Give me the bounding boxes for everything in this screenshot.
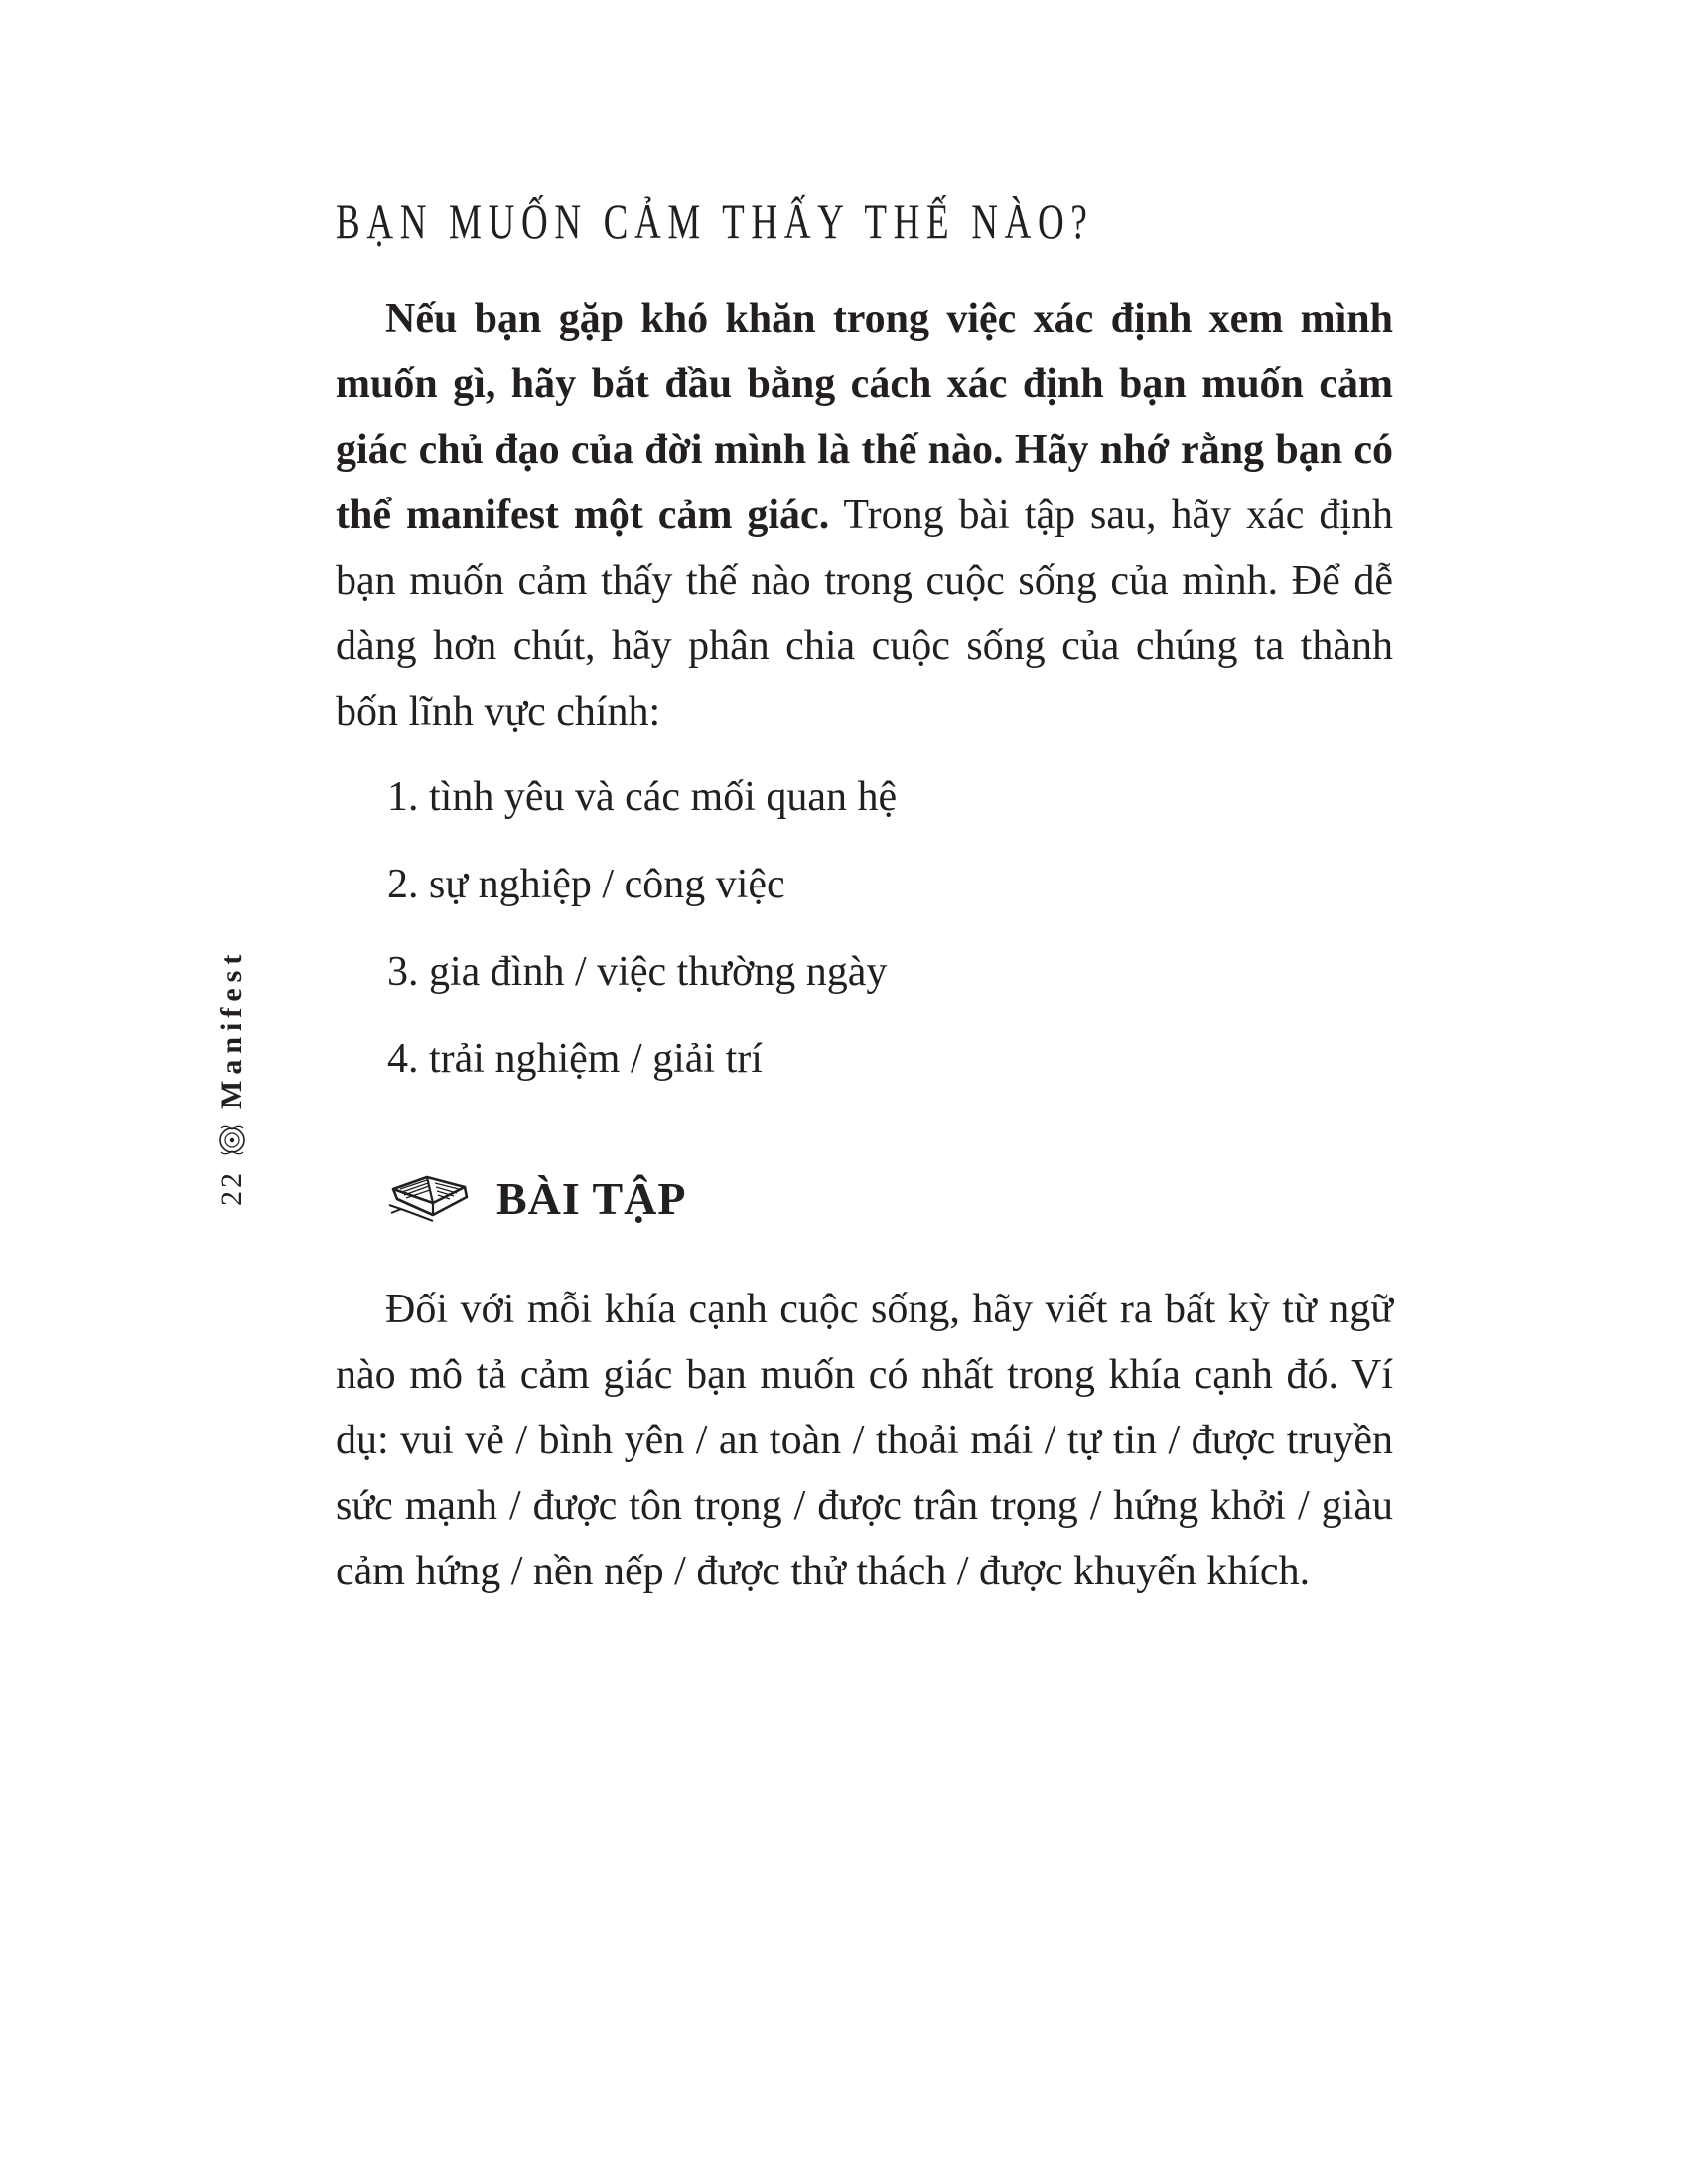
- exercise-title: BÀI TẬP: [496, 1172, 687, 1224]
- page-number: 22: [215, 1170, 248, 1206]
- open-book-icon: [387, 1165, 471, 1231]
- list-item: 3. gia đình / việc thường ngày: [387, 949, 888, 995]
- life-areas-list: [387, 764, 897, 1114]
- list-item: 2. sự nghiệp / công việc: [387, 862, 785, 907]
- intro-emphasis: Nếu bạn gặp khó khăn trong việc xác định xem mình muốn gì, hãy bắt đầu bằng cách xác định bạn muốn cảm giác chủ đạo của đời mình là thế nào. Hãy nhớ rằng bạn có thể manifest một cảm giác.: [336, 296, 1393, 538]
- running-title: Manifest: [215, 948, 248, 1109]
- ornament-icon: [217, 1123, 247, 1157]
- intro-paragraph: [336, 286, 1393, 745]
- intro-text: Trong bài tập sau, hãy xác định bạn muốn cảm thấy thế nào trong cuộc sống của mình. Để dễ dàng hơn chút, hãy phân chia cuộc sống của chúng ta thành bốn lĩnh vực chính:: [336, 492, 1394, 735]
- running-head: [211, 908, 254, 1206]
- exercise-paragraph: Đối với mỗi khía cạnh cuộc sống, hãy viết ra bất kỳ từ ngữ nào mô tả cảm giác bạn muốn có nhất trong khía cạnh đó. Ví dụ: vui vẻ / bình yên / an toàn / thoải mái / tự tin / được truyền sức mạnh / được tôn trọng / được trân trọng / hứng khởi / giàu cảm hứng / nền nếp / được thử thách / được khuyến khích.: [336, 1287, 1393, 1594]
- page-title: BẠN MUỐN CẢM THẤY THẾ NÀO?: [336, 194, 1094, 249]
- list-item: 4. trải nghiệm / giải trí: [387, 1036, 763, 1082]
- exercise-header: [387, 1154, 686, 1243]
- list-item: 1. tình yêu và các mối quan hệ: [387, 774, 898, 820]
